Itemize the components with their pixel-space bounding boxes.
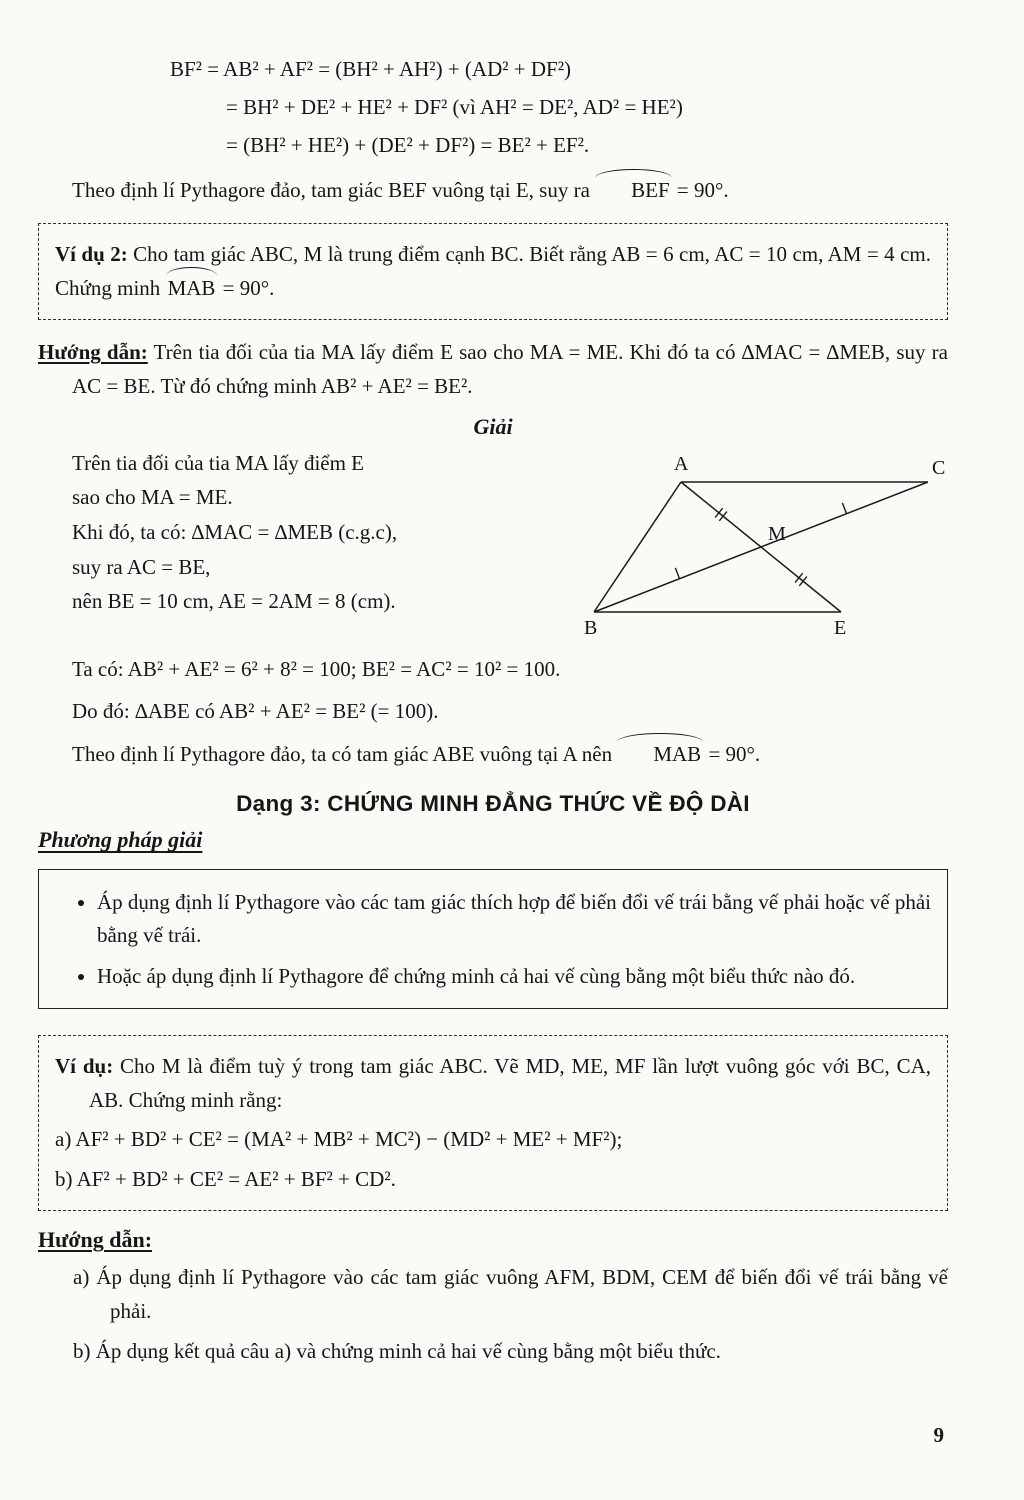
equation-line-1: BF² = AB² + AF² = (BH² + AH²) + (AD² + DF²) bbox=[170, 57, 572, 81]
label-B: B bbox=[584, 616, 598, 639]
angle-MAB-final: MAB bbox=[617, 738, 703, 772]
method-box bbox=[38, 869, 948, 1009]
label-A: A bbox=[674, 452, 689, 475]
tick-MC bbox=[842, 503, 846, 514]
equation-line-2: = BH² + DE² + HE² + DF² (vì AH² = DE², AD² = HE²) bbox=[226, 95, 683, 120]
method-title: Phương pháp giải bbox=[38, 827, 203, 853]
label-E: E bbox=[834, 616, 847, 639]
solution-text-column bbox=[72, 446, 576, 619]
solution-line-3: Khi đó, ta có: ∆MAC = ∆MEB (c.g.c), bbox=[72, 519, 398, 544]
intro-conclusion-end: = 90°. bbox=[671, 177, 729, 202]
geometry-figure bbox=[576, 448, 948, 644]
guide2-label-row bbox=[38, 1227, 948, 1253]
guide1-paragraph bbox=[38, 336, 948, 403]
example2-text-end: = 90°. bbox=[217, 275, 275, 300]
guide1-label: Hướng dẫn: bbox=[38, 340, 148, 365]
example3-label: Ví dụ: bbox=[55, 1054, 114, 1079]
solution-title-row bbox=[38, 414, 948, 440]
solution-title: Giải bbox=[473, 413, 513, 439]
guide2-item-b: b) Áp dụng kết quả câu a) và chứng minh cả hai vế cùng bằng một biểu thức. bbox=[73, 1338, 721, 1363]
tick-BM bbox=[675, 568, 679, 579]
triangle-diagram bbox=[576, 448, 948, 644]
solution-line-4: suy ra AC = BE, bbox=[72, 554, 211, 579]
method-bullet-2: • Hoặc áp dụng định lí Pythagore để chứng minh cả hai vế cùng bằng một biểu thức nào đó. bbox=[97, 960, 931, 993]
label-M: M bbox=[768, 522, 786, 545]
label-C: C bbox=[932, 456, 946, 479]
example2-text: Cho tam giác ABC, M là trung điểm cạnh BC. Biết rằng AB = 6 cm, AC = 10 cm, AM = 4 cm. Chứng minh bbox=[55, 242, 932, 300]
angle-BEF: BEF bbox=[595, 174, 672, 208]
method-list bbox=[55, 886, 931, 992]
solution-final-line bbox=[38, 738, 948, 772]
intro-conclusion-text: Theo định lí Pythagore đảo, tam giác BEF vuông tại E, suy ra bbox=[72, 177, 596, 202]
solution-final-text: Theo định lí Pythagore đảo, ta có tam giác ABE vuông tại A nên bbox=[72, 741, 618, 766]
page-number: 9 bbox=[933, 1423, 944, 1447]
method-bullet-1: • Áp dụng định lí Pythagore vào các tam giác thích hợp để biến đổi vế trái bằng vế phải hoặc vế phải bằng vế trái. bbox=[97, 886, 931, 951]
segment-AB bbox=[594, 482, 681, 612]
solution-line-5: nên BE = 10 cm, AE = 2AM = 8 (cm). bbox=[72, 589, 396, 614]
solution-sums-line: Ta có: AB² + AE² = 6² + 8² = 100; BE² = AC² = 10² = 100. bbox=[72, 656, 561, 681]
intro-conclusion bbox=[38, 174, 948, 208]
intro-equations bbox=[170, 50, 948, 165]
example2-label: Ví dụ 2: bbox=[55, 242, 128, 267]
guide2-label: Hướng dẫn: bbox=[38, 1227, 153, 1253]
solution-block bbox=[38, 446, 948, 644]
example2-box bbox=[38, 223, 948, 320]
example3-text: Cho M là điểm tuỳ ý trong tam giác ABC. Vẽ MD, ME, MF lần lượt vuông góc với BC, CA, AB. Chứng minh rằng: bbox=[89, 1054, 931, 1112]
example3-item-b: b) AF² + BD² + CE² = AE² + BF² + CD². bbox=[55, 1166, 396, 1191]
equation-line-3: = (BH² + HE²) + (DE² + DF²) = BE² + EF². bbox=[226, 133, 590, 158]
segment-AE bbox=[681, 482, 841, 612]
solution-line-1: Trên tia đối của tia MA lấy điểm E bbox=[72, 450, 365, 475]
guide1-text: Trên tia đối của tia MA lấy điểm E sao cho MA = ME. Khi đó ta có ∆MAC = ∆MEB, suy ra AC = BE. Từ đó chứng minh AB² + AE² = BE². bbox=[72, 340, 948, 399]
example3-item-a: a) AF² + BD² + CE² = (MA² + MB² + MC²) − (MD² + ME² + MF²); bbox=[55, 1127, 623, 1152]
guide2-item-a: a) Áp dụng định lí Pythagore vào các tam giác vuông AFM, BDM, CEM để biến đổi vế trái bằng vế phải. bbox=[73, 1265, 948, 1324]
example2-paragraph bbox=[55, 238, 931, 305]
solution-final-end: = 90°. bbox=[703, 741, 761, 766]
example3-paragraph bbox=[55, 1050, 931, 1117]
solution-line-2: sao cho MA = ME. bbox=[72, 485, 233, 510]
solution-conclude-line: Do đó: ∆ABE có AB² + AE² = BE² (= 100). bbox=[72, 699, 439, 724]
section-heading: Dạng 3: CHỨNG MINH ĐẲNG THỨC VỀ ĐỘ DÀI bbox=[236, 791, 750, 817]
angle-MAB: MAB bbox=[166, 272, 218, 306]
example3-box bbox=[38, 1035, 948, 1211]
